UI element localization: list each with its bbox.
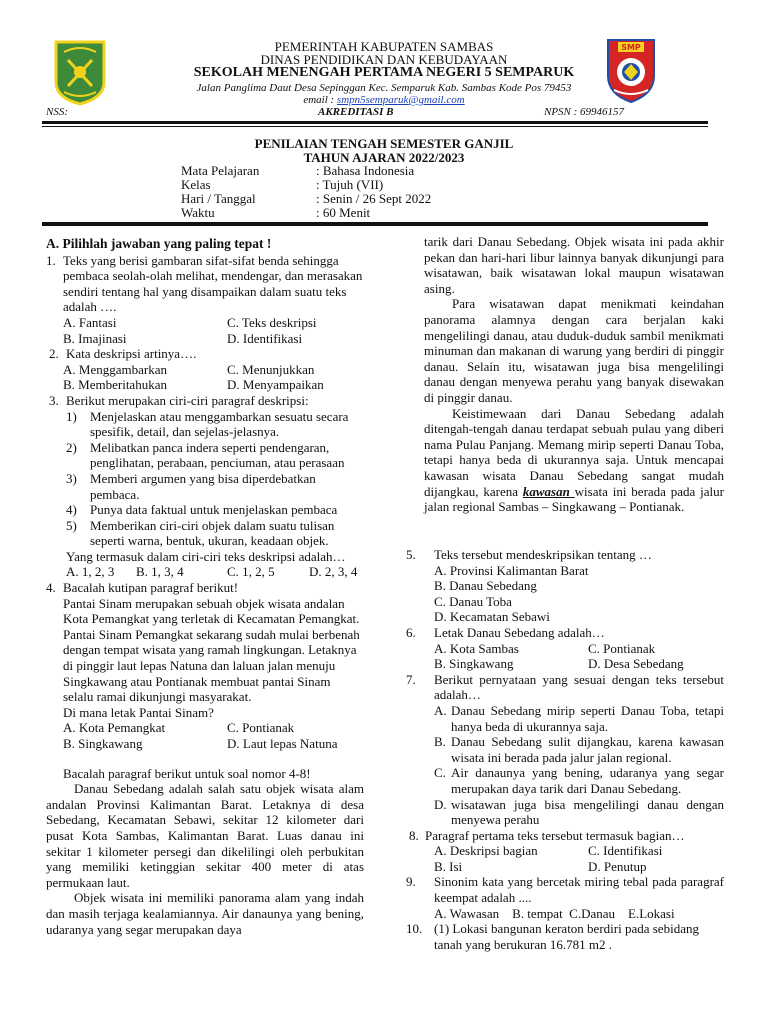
options-row bbox=[46, 720, 364, 736]
option-c[interactable]: C. Menunjukkan bbox=[227, 361, 315, 377]
options-row bbox=[46, 331, 364, 347]
npsn-label: NPSN : 69946157 bbox=[544, 106, 625, 118]
option-d[interactable]: D. Identifikasi bbox=[227, 330, 303, 346]
school-name: SEKOLAH MENENGAH PERTAMA NEGERI 5 SEMPARUK bbox=[193, 65, 575, 80]
options-row bbox=[46, 315, 364, 331]
options-row bbox=[46, 564, 364, 580]
right-column bbox=[424, 234, 724, 515]
question-prompt: Yang termasuk dalam ciri-ciri teks deskripsi adalah… bbox=[66, 548, 346, 564]
info-rule bbox=[42, 222, 708, 226]
option-d[interactable]: D. Penutup bbox=[588, 858, 647, 874]
options-row bbox=[406, 859, 724, 875]
option-b[interactable]: B. Imajinasi bbox=[63, 330, 127, 346]
info-label: Hari / Tanggal bbox=[181, 191, 256, 206]
option-b[interactable]: B. Danau Sebedang sulit dijangkau, karena kawasan wisata ini berada pada jalur jalan regional. bbox=[434, 734, 724, 765]
section-heading: A. Pilihlah jawaban yang paling tepat ! bbox=[46, 236, 272, 251]
header-line-2: DINAS PENDIDIKAN DAN KEBUDAYAAN bbox=[260, 52, 508, 67]
info-value: : Senin / 26 Sept 2022 bbox=[316, 191, 432, 206]
email-link[interactable]: smpn5semparuk@gmail.com bbox=[336, 94, 465, 106]
question-10: 10. (1) Lokasi bangunan keraton berdiri pada sebidang tanah yang berukuran 16.781 m2 . bbox=[406, 921, 724, 952]
option-b[interactable]: B. Isi bbox=[434, 858, 463, 874]
question-text: Paragraf pertama teks tersebut termasuk bagian… bbox=[425, 827, 685, 843]
question-4: 4. Bacalah kutipan paragraf berikut! Pantai Sinam merupakan sebuah objek wisata andalan Kota Pemangkat yang terletak di Kecamatan Pemangkat. Pantai Sinam Pemangkat sekarang sudah mulai berbenah dengan tempat wisata yang ramah lingkungan. Letaknya di pinggir laut lepas Natuna dan laluan jalan menuju Singkawang atau Pontianak membuat pantai Sinam selalu ramai dikunjungi masyarakat. Di mana letak Pantai Sinam? A. Kota Pemangkat C. Pontianak B. Singkawang D. Laut lepas Natuna bbox=[46, 580, 364, 752]
reading-paragraph-4: Keistimewaan dari Danau Sebedang adalah ditengah-tengah danau terdapat sebuah pulau yang diberi nama Pulau Panjang. Memang mirip seperti Danau Toba, tetapi hanya beda di ukurannya saja. Untuk mencapai kawasan wisata Danau Sebedang sangat mudah dijangkau, karena kawasan wisata ini berada pada jalur jalan regional Sambas – Singkawang – Pontianak. bbox=[424, 405, 725, 515]
header-rule-thin bbox=[42, 126, 708, 127]
option-d[interactable]: D. Laut lepas Natuna bbox=[227, 736, 338, 751]
question-3: 3. Berikut merupakan ciri-ciri paragraf deskripsi: 1) Menjelaskan atau menggambarkan sesuatu secara spesifik, detail, dan sejelas-jelasnya. 2) Melibatkan panca indera seperti pendengaran, penglihatan, perabaan, penciuman, atau perasaan 3) Memberi argumen yang bisa diperdebatkan pembaca. 4) Punya data faktual untuk menjelaskan pembaca 5) Memberikan ciri-ciri objek dalam suatu tulisan seperti warna, bentuk, ukuran, keadaan objek. Yang termasuk dalam ciri-ciri teks deskripsi adalah… A. 1, 2, 3 B. 1, 3, 4 C. 1, 2, 5 D. 2, 3, 4 bbox=[46, 393, 364, 580]
option-d[interactable]: D. Desa Sebedang bbox=[588, 656, 684, 672]
reading-paragraph-1: Danau Sebedang adalah salah satu objek wisata alam andalan Provinsi Kalimantan Barat. Letaknya di desa Sebedang, Kecamatan Sebawi, sekitar 12 kilometer dari pusat Kota Sambas, Kalimantan Barat. Luas danau ini sekitar 1 kilometer persegi dan dikelilingi oleh perbukitan yang memiliki ketinggian sekitar 400 meter di atas permukaan laut. bbox=[46, 781, 364, 890]
header-line-1: PEMERINTAH KABUPATEN SAMBAS bbox=[274, 39, 494, 54]
criteria-item: 1) Menjelaskan atau menggambarkan sesuatu secara spesifik, detail, dan sejelas-jelasnya. bbox=[66, 408, 349, 440]
options-row bbox=[46, 736, 364, 752]
question-text: Bacalah kutipan paragraf berikut! bbox=[63, 580, 239, 596]
question-prompt: Di mana letak Pantai Sinam? bbox=[63, 704, 214, 720]
criteria-item: 3) Memberi argumen yang bisa diperdebatkan pembaca. bbox=[66, 470, 316, 502]
option-c[interactable]: C. Danau Toba bbox=[434, 593, 512, 609]
reading-intro: Bacalah paragraf berikut untuk soal nomor 4-8! bbox=[63, 765, 311, 781]
reading-paragraph-2-cont: tarik dari Danau Sebedang. Objek wisata ini pada akhir pekan dan hari-hari libur lainnya banyak dikunjungi para wisatawan, baik wisatawan lokal maupun wisatawan asing. bbox=[424, 234, 724, 296]
option-a[interactable]: A. Menggambarkan bbox=[63, 361, 167, 377]
info-value: : Tujuh (VII) bbox=[316, 177, 384, 192]
question-text: Kata deskripsi artinya…. bbox=[66, 346, 197, 362]
options-row bbox=[46, 362, 364, 378]
criteria-item: 5) Memberikan ciri-ciri objek dalam suatu tulisan seperti warna, bentuk, ukuran, keadaan objek. bbox=[66, 517, 335, 549]
question-8: 8. Paragraf pertama teks tersebut termasuk bagian… A. Deskripsi bagian C. Identifikasi B. Isi D. Penutup bbox=[406, 828, 724, 875]
question-text: Berikut merupakan ciri-ciri paragraf deskripsi: bbox=[66, 392, 309, 408]
question-text: Berikut pernyataan yang sesuai dengan teks tersebut adalah… bbox=[434, 671, 724, 703]
options-row bbox=[46, 377, 364, 393]
email-line bbox=[0, 93, 768, 107]
option-a[interactable]: A. Danau Sebedang mirip seperti Danau Toba, tetapi hanya beda di ukurannya saja. bbox=[434, 702, 724, 734]
option-d[interactable]: D. 2, 3, 4 bbox=[309, 564, 358, 580]
option-d[interactable]: D. Kecamatan Sebawi bbox=[434, 609, 550, 625]
question-6: 6. Letak Danau Sebedang adalah… A. Kota Sambas C. Pontianak B. Singkawang D. Desa Sebedang bbox=[406, 625, 724, 672]
option-a[interactable]: A. 1, 2, 3 bbox=[66, 564, 115, 580]
highlighted-word: kawasan bbox=[522, 483, 575, 499]
option-b[interactable]: B. Singkawang bbox=[63, 736, 143, 751]
left-column bbox=[46, 236, 364, 937]
info-value: : Bahasa Indonesia bbox=[316, 163, 415, 178]
option-a[interactable]: A. Fantasi bbox=[63, 314, 117, 330]
option-c[interactable]: C. Air danaunya yang bening, udaranya yang segar merupakan daya tarik dari Danau Sebedang. bbox=[434, 765, 724, 796]
akreditasi-label: AKREDITASI B bbox=[318, 106, 394, 118]
question-5: 5. Teks tersebut mendeskripsikan tentang … A. Provinsi Kalimantan Barat B. Danau Sebedang C. Danau Toba D. Kecamatan Sebawi bbox=[406, 547, 724, 625]
passage: Pantai Sinam merupakan sebuah objek wisata andalan Kota Pemangkat yang terletak di Kecamatan Pemangkat. Pantai Sinam Pemangkat sekarang sudah mulai berbenah dengan tempat wisata yang ramah lingkungan. Letaknya di pinggir laut lepas Natuna dan laluan jalan menuju Singkawang atau Pontianak membuat pantai Sinam selalu ramai dikunjungi masyarakat. bbox=[63, 595, 360, 705]
option-a[interactable]: A. Deskripsi bagian bbox=[434, 843, 538, 859]
question-text: Teks yang berisi gambaran sifat-sifat benda sehingga pembaca seolah-olah melihat, mendengar, dan merasakan sendiri tentang hal yang disampaikan dalam suatu teks adalah …. bbox=[63, 252, 363, 315]
info-label: Waktu bbox=[181, 205, 215, 220]
question-text: Letak Danau Sebedang adalah… bbox=[434, 624, 605, 640]
options-row[interactable]: A. Wawasan B. tempat C.Danau E.Lokasi bbox=[434, 905, 675, 921]
nss-label: NSS: bbox=[46, 106, 68, 118]
criteria-item: 2) Melibatkan panca indera seperti pendengaran, penglihatan, perabaan, penciuman, atau perasaan bbox=[66, 439, 345, 471]
school-address: Jalan Panglima Daut Desa Sepinggan Kec. Semparuk Kab. Sambas Kode Pos 79453 bbox=[196, 82, 572, 94]
question-text: Teks tersebut mendeskripsikan tentang … bbox=[434, 547, 652, 562]
info-label: Kelas bbox=[181, 177, 211, 192]
exam-title: PENILAIAN TENGAH SEMESTER GANJIL bbox=[254, 136, 514, 151]
question-text: (1) Lokasi bangunan keraton berdiri pada sebidang tanah yang berukuran 16.781 m2 . bbox=[434, 921, 699, 952]
option-b[interactable]: B. Memberitahukan bbox=[63, 377, 167, 393]
option-a[interactable]: A. Provinsi Kalimantan Barat bbox=[434, 562, 589, 578]
svg-text:SMP: SMP bbox=[621, 43, 641, 52]
option-a[interactable]: A. Kota Pemangkat bbox=[63, 720, 166, 736]
option-b[interactable]: B. Danau Sebedang bbox=[434, 578, 537, 594]
option-c[interactable]: C. 1, 2, 5 bbox=[227, 564, 275, 580]
options-row bbox=[406, 641, 724, 657]
option-c[interactable]: C. Identifikasi bbox=[588, 843, 663, 859]
option-b[interactable]: B. 1, 3, 4 bbox=[136, 564, 184, 580]
right-questions bbox=[406, 547, 724, 952]
question-1: 1. Teks yang berisi gambaran sifat-sifat benda sehingga pembaca seolah-olah melihat, mendengar, dan merasakan sendiri tentang hal yang disampaikan dalam suatu teks adalah …. A. Fantasi C. Teks deskripsi B. Imajinasi D. Identifikasi bbox=[46, 252, 363, 346]
question-2: 2. Kata deskripsi artinya…. A. Menggambarkan C. Menunjukkan B. Memberitahukan D. Menyampaikan bbox=[46, 346, 364, 393]
option-c[interactable]: C. Teks deskripsi bbox=[227, 314, 317, 330]
info-value: : 60 Menit bbox=[316, 205, 371, 220]
email-label: email : bbox=[303, 94, 335, 106]
option-c[interactable]: C. Pontianak bbox=[227, 720, 295, 736]
option-c[interactable]: C. Pontianak bbox=[588, 640, 656, 656]
question-9: 9. Sinonim kata yang bercetak miring tebal pada paragraf keempat adalah .... A. Wawasan B. tempat C.Danau E.Lokasi bbox=[406, 874, 724, 921]
exam-info-table bbox=[181, 164, 581, 220]
info-label: Mata Pelajaran bbox=[181, 163, 260, 178]
option-b[interactable]: B. Singkawang bbox=[434, 656, 514, 672]
reading-paragraph-3: Para wisatawan dapat menikmati keindahan panorama alamnya dengan cara berjalan kaki mengelilingi danau, atau duduk-duduk sambil menikmati minuman dan makanan di warung yang berdiri di pinggir danau. Selain itu, wisatawan juga bisa mengelilingi danau dengan menyewa perahu yang banyak disewakan di pinggir danau. bbox=[424, 296, 724, 405]
criteria-item: 4) Punya data faktual untuk menjelaskan pembaca bbox=[66, 502, 338, 518]
option-a[interactable]: A. Kota Sambas bbox=[434, 640, 519, 656]
option-d[interactable]: D. wisatawan juga bisa mengelilingi danau dengan menyewa perahu bbox=[434, 796, 724, 828]
question-text: Sinonim kata yang bercetak miring tebal pada paragraf keempat adalah .... bbox=[434, 874, 724, 906]
options-row bbox=[406, 656, 724, 672]
header-rule-thick bbox=[42, 121, 708, 124]
reading-paragraph-2: Objek wisata ini memiliki panorama alam yang indah dan masih terjaga kealamiannya. Air danaunya yang bening, udaranya yang segar merupakan daya bbox=[46, 890, 364, 937]
options-row bbox=[406, 843, 724, 859]
question-7: 7. Berikut pernyataan yang sesuai dengan teks tersebut adalah… A. Danau Sebedang mirip seperti Danau Toba, tetapi hanya beda di ukurannya saja. B. Danau Sebedang sulit dijangkau, karena kawasan wisata ini berada pada jalur jalan regional. C. Air danaunya yang bening, udaranya yang segar merupakan daya tarik dari Danau Sebedang. D. wisatawan juga bisa mengelilingi danau dengan menyewa perahu bbox=[406, 671, 724, 828]
exam-year: TAHUN AJARAN 2022/2023 bbox=[303, 150, 465, 165]
option-d[interactable]: D. Menyampaikan bbox=[227, 377, 324, 393]
